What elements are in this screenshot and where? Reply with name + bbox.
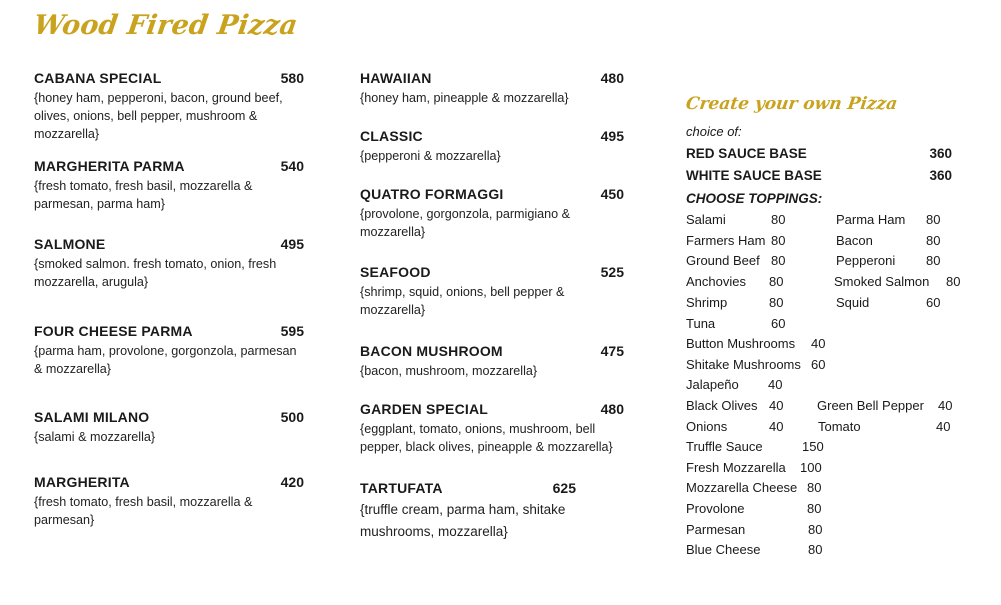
page-title: Wood Fired Pizza <box>31 10 300 41</box>
topping-price: 80 <box>769 295 784 310</box>
item-price: 595 <box>280 323 304 339</box>
topping-price: 40 <box>769 419 784 434</box>
topping-price: 80 <box>926 212 941 227</box>
item-desc: {eggplant, tomato, onions, mushroom, bell pepper, black olives, pineapple & mozzarella} <box>360 422 613 454</box>
topping-name: Button Mushrooms <box>686 336 796 351</box>
topping-price: 60 <box>926 295 941 310</box>
base-price: 360 <box>929 146 952 161</box>
item-name: TARTUFATA <box>360 480 443 496</box>
item-price: 525 <box>600 264 624 280</box>
item-desc: {bacon, mushroom, mozzarella} <box>360 364 538 378</box>
item-desc: {provolone, gorgonzola, parmigiano & mozzarella} <box>360 207 571 239</box>
topping-name: Jalapeño <box>686 377 739 392</box>
item-name: HAWAIIAN <box>360 70 432 86</box>
menu-item <box>34 323 304 378</box>
topping-name: Tomato <box>818 419 861 434</box>
topping-name: Ground Beef <box>686 253 760 268</box>
topping-price: 80 <box>771 253 786 268</box>
item-desc: {fresh tomato, fresh basil, mozzarella & parmesan} <box>34 495 253 527</box>
base-option <box>686 146 952 161</box>
topping-price: 80 <box>808 522 823 537</box>
create-title: Create your own Pizza <box>684 94 899 114</box>
item-price: 495 <box>280 236 304 252</box>
choice-label: choice of: <box>686 124 742 139</box>
item-name: FOUR CHEESE PARMA <box>34 323 193 339</box>
topping-name: Onions <box>686 419 728 434</box>
topping-price: 80 <box>807 501 822 516</box>
topping-price: 80 <box>926 233 941 248</box>
topping-name: Black Olives <box>686 398 758 413</box>
topping-price: 80 <box>769 274 784 289</box>
topping-price: 60 <box>811 357 826 372</box>
item-price: 420 <box>280 474 304 490</box>
topping-price: 40 <box>768 377 783 392</box>
menu-item <box>360 186 630 241</box>
menu-item <box>360 264 630 319</box>
topping-name: Truffle Sauce <box>686 439 763 454</box>
topping-price: 40 <box>811 336 826 351</box>
item-name: SALAMI MILANO <box>34 409 150 425</box>
item-name: MARGHERITA PARMA <box>34 158 185 174</box>
topping-name: Green Bell Pepper <box>817 398 924 413</box>
item-price: 480 <box>600 70 624 86</box>
topping-price: 40 <box>769 398 784 413</box>
menu-item <box>360 343 630 380</box>
item-name: SEAFOOD <box>360 264 431 280</box>
topping-name: Fresh Mozzarella <box>686 460 786 475</box>
base-option <box>686 168 952 183</box>
menu-item <box>360 128 630 165</box>
menu-item <box>34 70 304 143</box>
base-name: WHITE SAUCE BASE <box>686 168 822 183</box>
item-name: BACON MUSHROOM <box>360 343 503 359</box>
item-name: CLASSIC <box>360 128 423 144</box>
topping-name: Tuna <box>686 316 716 331</box>
menu-item <box>360 401 635 456</box>
menu-item <box>34 409 304 446</box>
menu-item <box>360 70 630 107</box>
topping-name: Shitake Mushrooms <box>686 357 801 372</box>
item-price: 580 <box>280 70 304 86</box>
base-price: 360 <box>929 168 952 183</box>
topping-name: Blue Cheese <box>686 542 761 557</box>
topping-price: 150 <box>802 439 824 454</box>
topping-price: 40 <box>936 419 951 434</box>
topping-price: 80 <box>808 542 823 557</box>
item-desc: {pepperoni & mozzarella} <box>360 149 501 163</box>
topping-name: Smoked Salmon <box>834 274 930 289</box>
item-price: 450 <box>600 186 624 202</box>
item-price: 625 <box>552 480 576 496</box>
topping-price: 100 <box>800 460 822 475</box>
item-desc: {fresh tomato, fresh basil, mozzarella & parmesan, parma ham} <box>34 179 253 211</box>
menu-item <box>34 158 304 213</box>
topping-name: Mozzarella Cheese <box>686 480 798 495</box>
topping-name: Pepperoni <box>836 253 896 268</box>
topping-name: Bacon <box>836 233 873 248</box>
item-desc: {salami & mozzarella} <box>34 430 156 444</box>
item-desc: {honey ham, pineapple & mozzarella} <box>360 91 569 105</box>
item-name: GARDEN SPECIAL <box>360 401 489 417</box>
menu-item <box>360 480 600 543</box>
topping-name: Salami <box>686 212 726 227</box>
topping-name: Parmesan <box>686 522 746 537</box>
item-desc: {smoked salmon. fresh tomato, onion, fresh mozzarella, arugula} <box>34 257 277 289</box>
item-name: QUATRO FORMAGGI <box>360 186 504 202</box>
item-name: SALMONE <box>34 236 106 252</box>
item-name: CABANA SPECIAL <box>34 70 162 86</box>
item-desc: {shrimp, squid, onions, bell pepper & mozzarella} <box>360 285 565 317</box>
item-price: 540 <box>280 158 304 174</box>
item-price: 480 <box>600 401 624 417</box>
topping-name: Provolone <box>686 501 745 516</box>
base-name: RED SAUCE BASE <box>686 146 807 161</box>
topping-name: Parma Ham <box>836 212 906 227</box>
topping-price: 80 <box>926 253 941 268</box>
topping-name: Squid <box>836 295 870 310</box>
topping-price: 60 <box>771 316 786 331</box>
item-desc: {parma ham, provolone, gorgonzola, parmesan & mozzarella} <box>34 344 297 376</box>
topping-name: Anchovies <box>686 274 746 289</box>
item-price: 495 <box>600 128 624 144</box>
topping-price: 40 <box>938 398 953 413</box>
menu-item <box>34 474 304 529</box>
item-price: 500 <box>280 409 304 425</box>
topping-name: Shrimp <box>686 295 728 310</box>
topping-price: 80 <box>771 233 786 248</box>
topping-price: 80 <box>807 480 822 495</box>
item-price: 475 <box>600 343 624 359</box>
item-desc: {truffle cream, parma ham, shitake mushrooms, mozzarella} <box>360 502 566 539</box>
item-name: MARGHERITA <box>34 474 130 490</box>
choose-toppings-label: CHOOSE TOPPINGS: <box>686 191 823 206</box>
menu-item <box>34 236 304 291</box>
topping-name: Farmers Ham <box>686 233 766 248</box>
item-desc: {honey ham, pepperoni, bacon, ground beef, olives, onions, bell pepper, mushroom & mozzarella} <box>34 91 283 141</box>
topping-price: 80 <box>946 274 961 289</box>
topping-price: 80 <box>771 212 786 227</box>
